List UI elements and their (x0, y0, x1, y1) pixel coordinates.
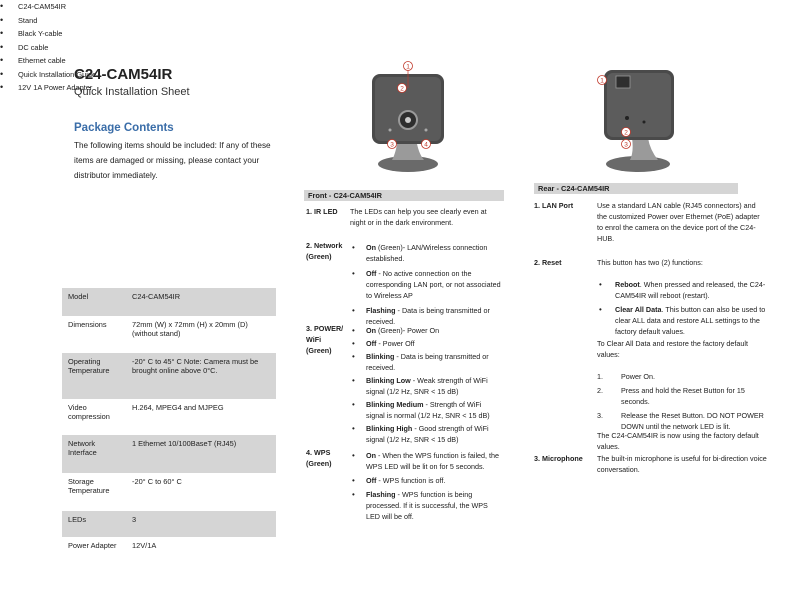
camera-rear-image (592, 62, 684, 177)
list-item: • Ethernet cable (0, 54, 808, 68)
rear-callout-1: 1 (600, 77, 604, 85)
spec-value: H.264, MPEG4 and MJPEG (126, 399, 276, 435)
spec-value: 3 (126, 511, 276, 537)
list-item: • On - When the WPS function is failed, the WPS LED will be lit on for 5 seconds. (350, 450, 502, 472)
list-item: 1. Power On. (597, 372, 655, 381)
power-list (350, 325, 502, 445)
spec-key: Model (62, 288, 126, 316)
list-item: • Quick Installation Guide (0, 68, 808, 82)
factory-default-note: The C24-CAM54IR is now using the factory default values. (597, 431, 759, 451)
table-row (62, 399, 276, 435)
clear-intro: To Clear All Data and restore the factory default values: (597, 339, 749, 359)
spec-value: -20° C to 60° C (126, 473, 276, 511)
list-item: • On (Green)- LAN/Wireless connection established. (350, 242, 502, 264)
rear-callout-3: 3 (624, 141, 628, 149)
table-row (62, 473, 276, 511)
camera-front-image (362, 58, 454, 178)
reset-list (597, 279, 767, 337)
list-item: • Black Y-cable (0, 27, 808, 41)
package-intro: The following items should be included: If any of these items are damaged or missing, please contact your distributor immediately. (74, 141, 271, 180)
list-item: 2. Press and hold the Reset Button for 15 seconds. (597, 386, 745, 406)
spec-key: Video compression (62, 399, 126, 435)
spec-table (62, 288, 276, 567)
steps-list (597, 371, 767, 432)
reset-label: 2. Reset (534, 258, 562, 267)
table-row (62, 537, 276, 567)
spec-value: 12V/1A (126, 537, 276, 567)
front-section-heading: Front - C24-CAM54IR (304, 190, 504, 201)
doc-title: C24-CAM54IR (74, 66, 173, 83)
table-row (62, 288, 276, 316)
list-item: • On (Green)- Power On (350, 325, 502, 336)
list-item: • Stand (0, 14, 808, 28)
spec-key: Network Interface (62, 435, 126, 473)
spec-value: 1 Ethernet 10/100BaseT (RJ45) (126, 435, 276, 473)
microphone-label: 3. Microphone (534, 454, 583, 463)
front-callout-4: 4 (424, 141, 428, 149)
list-item: • Clear All Data. This button can also be used to clear ALL data and restore ALL settings to the factory default values. (597, 304, 767, 337)
rear-section-heading: Rear - C24-CAM54IR (534, 183, 738, 194)
table-row (62, 435, 276, 473)
lan-port-text: Use a standard LAN cable (RJ45 connectors) and the customized Power over Ethernet (PoE) adapter to enrol the camera on the device port of the C24-HUB. (597, 201, 760, 243)
spec-key: Storage Temperature (62, 473, 126, 511)
wps-label: 4. WPS (Green) (306, 448, 332, 468)
list-item: • Blinking Low - Weak strength of WiFi signal (1/2 Hz, SNR < 15 dB) (350, 375, 502, 397)
front-callout-2: 2 (400, 85, 404, 93)
list-item: • Flashing - Data is being transmitted or received. (350, 305, 502, 327)
ir-led-text: The LEDs can help you see clearly even at night or in the dark environment. (350, 207, 487, 227)
spec-key: LEDs (62, 511, 126, 537)
microphone-text: The built-in microphone is useful for bi-direction voice conversation. (597, 454, 767, 474)
reset-text: This button has two (2) functions: (597, 258, 703, 267)
package-heading: Package Contents (74, 122, 174, 134)
spec-value: C24-CAM54IR (126, 288, 276, 316)
list-item: • Reboot. When pressed and released, the C24-CAM54IR will reboot (restart). (597, 279, 767, 301)
spec-value: -20° C to 45° C Note: Camera must be brought online above 0°C. (126, 353, 276, 399)
doc-subtitle: Quick Installation Sheet (74, 86, 190, 98)
spec-key: Power Adapter (62, 537, 126, 567)
ir-led-label: 1. IR LED (306, 207, 338, 216)
network-label: 2. Network (Green) (306, 241, 343, 261)
list-item: • Off - WPS function is off. (350, 475, 502, 486)
list-item: 3. Release the Reset Button. DO NOT POWER DOWN until the network LED is lit. (597, 411, 764, 431)
list-item: • Off - Power Off (350, 338, 502, 349)
rear-callout-2: 2 (624, 129, 628, 137)
front-callout-3: 3 (390, 141, 394, 149)
list-item: • Off - No active connection on the corresponding LAN port, or not associated to Wireless AP (350, 268, 502, 301)
list-item: • DC cable (0, 41, 808, 55)
spec-key: Dimensions (62, 316, 126, 353)
table-row (62, 353, 276, 399)
list-item: • Blinking High - Good strength of WiFi signal (1/2 Hz, SNR < 15 dB) (350, 423, 502, 445)
lan-port-label: 1. LAN Port (534, 201, 574, 210)
spec-value: 72mm (W) x 72mm (H) x 20mm (D) (without stand) (126, 316, 276, 353)
network-list (350, 242, 502, 327)
front-callout-1: 1 (406, 63, 410, 71)
table-row (62, 511, 276, 537)
list-item: • C24-CAM54IR (0, 0, 808, 14)
list-item: • Flashing - WPS function is being processed. If it is successful, the WPS LED will be off. (350, 489, 502, 522)
list-item: • 12V 1A Power Adapter (0, 81, 808, 95)
list-item: • Blinking - Data is being transmitted or received. (350, 351, 502, 373)
wps-list (350, 450, 502, 522)
power-wifi-label: 3. POWER/ WiFi (Green) (306, 324, 344, 355)
list-item: • Blinking Medium - Strength of WiFi signal is normal (1/2 Hz, SNR < 15 dB) (350, 399, 502, 421)
table-row (62, 316, 276, 353)
spec-key: Operating Temperature (62, 353, 126, 399)
